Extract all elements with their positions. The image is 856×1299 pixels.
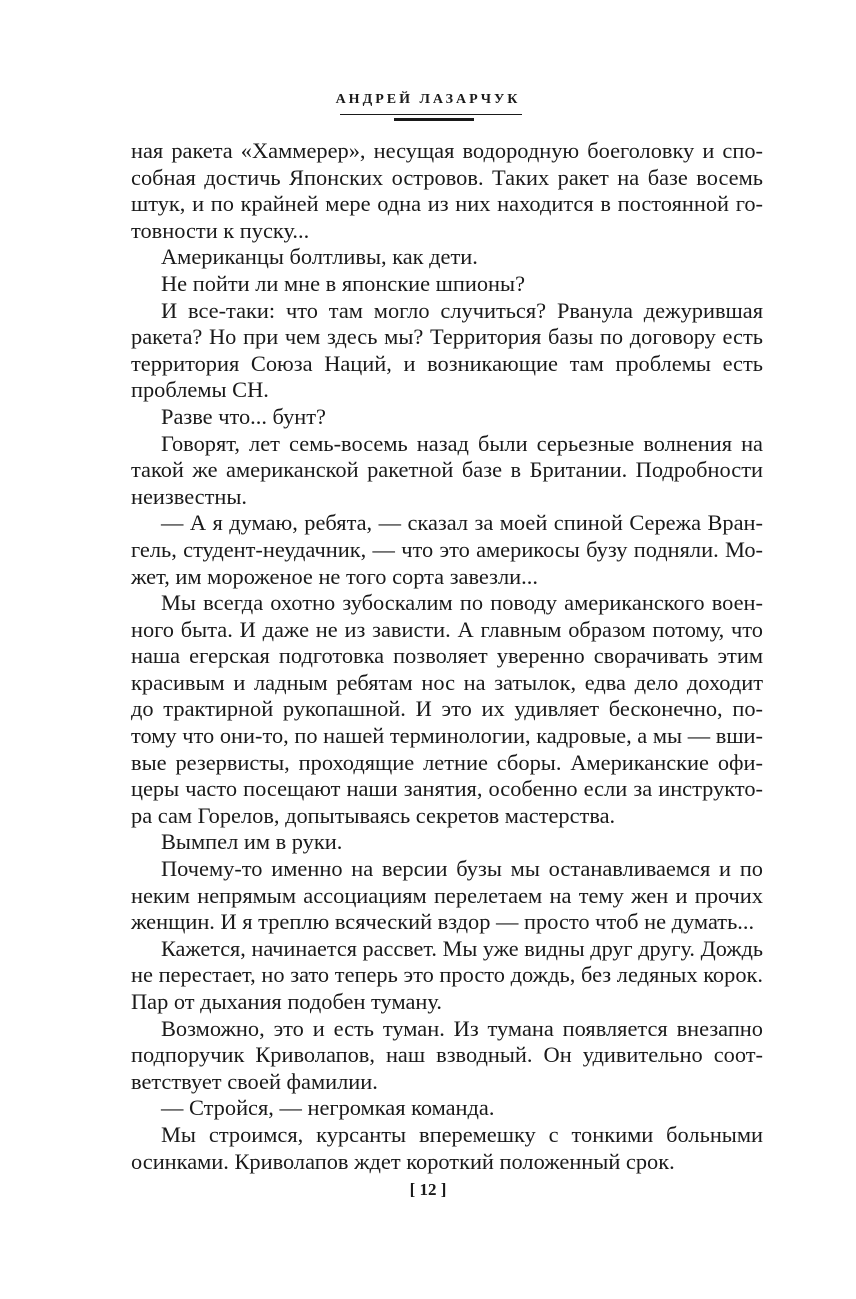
text-line: проблемы СН.	[131, 377, 269, 403]
author-name: АНДРЕЙ ЛАЗАРЧУК	[335, 92, 521, 107]
text-line: женщин. И я треплю всяческий вздор — просто чтоб не думать...	[131, 909, 755, 935]
text-line: ная ракета «Хаммерер», несущая водородную боеголовку и спо-	[131, 138, 763, 163]
page-number: [ 12 ]	[409, 1180, 447, 1199]
text-line: Разве что... бунт?	[161, 403, 326, 429]
text-line: Мы всегда охотно зубоскалим по поводу американского воен-	[161, 590, 763, 616]
header-rule-accent	[394, 118, 474, 121]
text-line: ного быта. И даже не из зависти. А главным образом потому, что	[131, 616, 763, 642]
text-line: не перестает, но зато теперь это просто дождь, без ледяных корок.	[131, 962, 763, 988]
text-line: подпоручик Криволапов, наш взводный. Он удивительно соот-	[131, 1042, 763, 1068]
text-line: территория Союза Наций, и возникающие там проблемы есть	[131, 350, 763, 376]
text-line: осинками. Криволапов ждет короткий положенный срок.	[131, 1148, 675, 1174]
text-line: Пар от дыхания подобен туману.	[131, 989, 442, 1014]
text-line: ветствует своей фамилии.	[131, 1068, 378, 1094]
text-line: ра сам Горелов, допытываясь секретов мастерства.	[131, 802, 616, 828]
running-header	[0, 90, 856, 108]
text-line: до трактирной рукопашной. И это их удивляет бесконечно, по-	[131, 696, 763, 722]
text-line: собная достичь Японских островов. Таких ракет на базе восемь	[131, 164, 763, 190]
text-line: Возможно, это и есть туман. Из тумана появляется внезапно	[161, 1015, 763, 1041]
text-line: красивым и ладным ребятам нос на затылок, едва дело доходит	[131, 669, 763, 695]
text-line: тому что они-то, по нашей терминологии, кадровые, а мы — вши-	[131, 723, 763, 749]
text-line: товности к пуску...	[131, 217, 310, 243]
text-line: неизвестны.	[131, 483, 248, 509]
text-line: Почему-то именно на версии бузы мы останавливаемся и по	[161, 856, 763, 882]
text-line: такой же американской ракетной базе в Британии. Подробности	[131, 457, 763, 483]
text-line: Американцы болтливы, как дети.	[161, 244, 478, 270]
text-line: жет, им мороженое не того сорта завезли...	[131, 563, 538, 589]
text-line: Вымпел им в руки.	[161, 829, 343, 855]
text-line: — А я думаю, ребята, — сказал за моей спиной Сережа Вран-	[161, 510, 763, 536]
text-line: гель, студент-неудачник, — что это америкосы бузу подняли. Мо-	[131, 536, 763, 562]
text-line: И все-таки: что там могло случиться? Рванула дежурившая	[161, 297, 763, 323]
text-line: вые резервисты, проходящие летние сборы. Американские офи-	[131, 749, 763, 775]
text-line: Кажется, начинается рассвет. Мы уже видны друг другу. Дождь	[161, 935, 763, 961]
text-line: ракета? Но при чем здесь мы? Территория базы по договору есть	[131, 324, 763, 350]
header-rule	[340, 114, 522, 115]
text-line: неким непрямым ассоциациям перелетаем на тему жен и прочих	[131, 882, 763, 908]
text-line: — Стройся, — негромкая команда.	[161, 1095, 495, 1121]
text-line: Не пойти ли мне в японские шпионы?	[161, 270, 526, 296]
text-line: Мы строимся, курсанты вперемешку с тонкими больными	[161, 1121, 763, 1147]
text-line: штук, и по крайней мере одна из них находится в постоянной го-	[131, 191, 763, 217]
text-line: наша егерская подготовка позволяет уверенно сворачивать этим	[131, 643, 763, 669]
text-line: церы часто посещают наши занятия, особенно если за инструкто-	[131, 776, 763, 802]
body-text	[131, 138, 763, 1175]
text-line: Говорят, лет семь-восемь назад были серьезные волнения на	[161, 430, 763, 456]
